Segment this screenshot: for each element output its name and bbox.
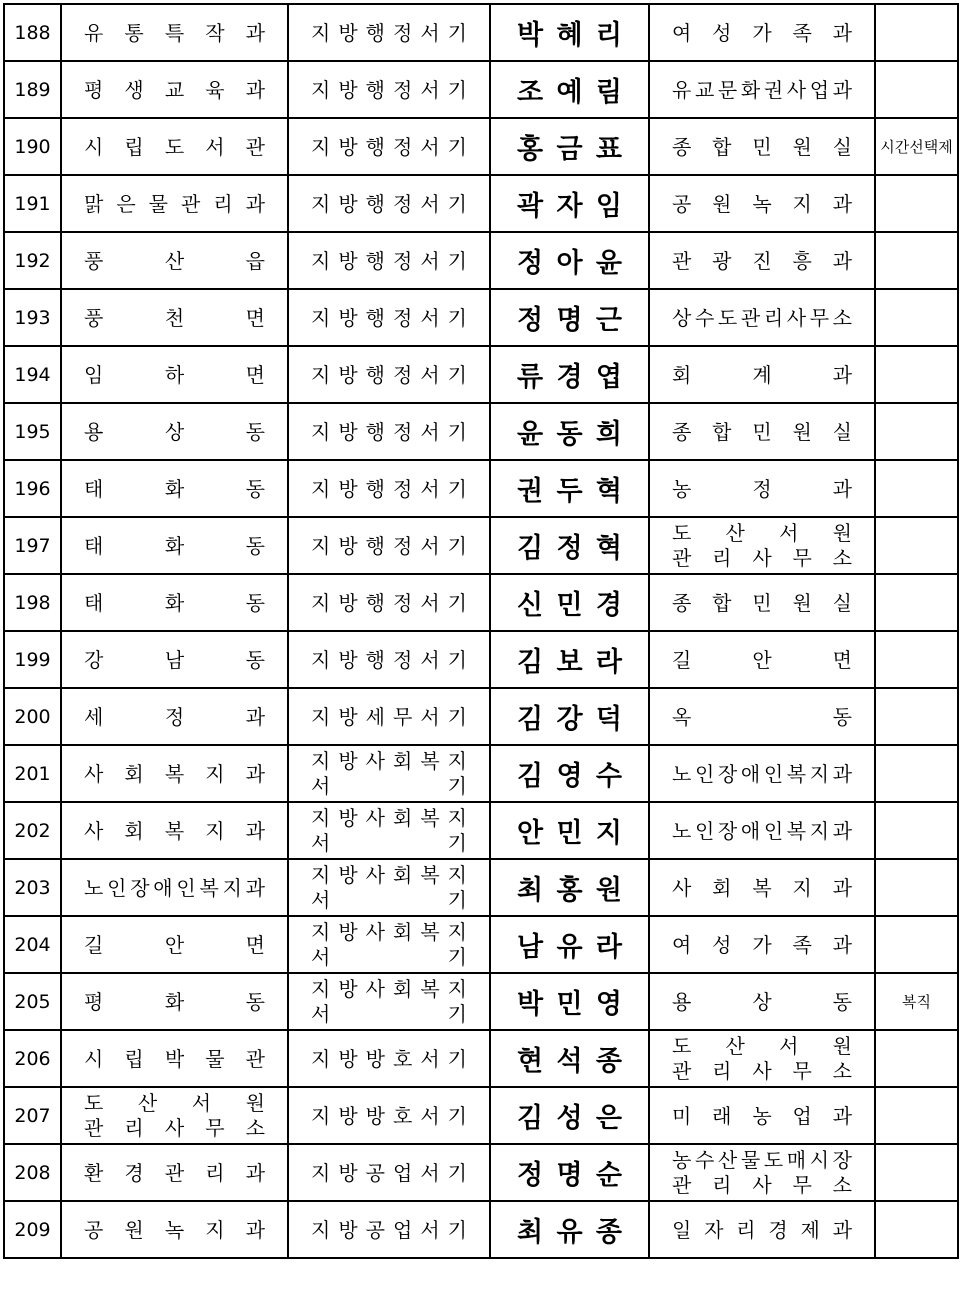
job-grade: 지 방 공 업 서 기: [311, 1217, 467, 1242]
job-grade: 지 방 방 호 서 기: [311, 1103, 467, 1128]
remarks-cell: [875, 1144, 958, 1201]
employee-name: 정 명 근: [517, 305, 622, 336]
current-department: 태 화 동: [84, 590, 265, 615]
new-department-line-2: 관 리 사 무 소: [672, 1172, 852, 1197]
new-department: 노 인 장 애 인 복 지 과: [672, 818, 852, 843]
table-row: [4, 403, 958, 460]
row-number: 202: [4, 802, 61, 859]
current-department: 강 남 동: [84, 647, 265, 672]
remarks-cell: [875, 859, 958, 916]
new-department-cell: [649, 175, 875, 232]
current-department: 시 립 박 물 관: [84, 1046, 265, 1071]
job-grade-cell: [288, 118, 490, 175]
job-grade-cell: [288, 745, 490, 802]
remarks-cell: [875, 745, 958, 802]
current-department: 유 통 특 작 과: [84, 20, 265, 45]
employee-name-cell: [490, 517, 649, 574]
job-grade: 지 방 행 정 서 기: [311, 476, 467, 501]
employee-name-cell: [490, 916, 649, 973]
employee-name-cell: [490, 1201, 649, 1258]
new-department-cell: [649, 916, 875, 973]
job-grade-cell: [288, 61, 490, 118]
current-department-cell: [61, 973, 288, 1030]
employee-name: 김 강 덕: [517, 704, 622, 735]
employee-name: 류 경 엽: [517, 362, 622, 393]
new-department: 사 회 복 지 과: [672, 875, 852, 900]
job-grade-cell: [288, 1201, 490, 1258]
employee-name: 곽 자 임: [517, 191, 622, 222]
job-grade: 지 방 행 정 서 기: [311, 533, 467, 558]
table-row: [4, 802, 958, 859]
job-grade: 지 방 세 무 서 기: [311, 704, 467, 729]
job-grade: 지 방 행 정 서 기: [311, 305, 467, 330]
job-grade-line-2: 서 기: [311, 887, 467, 912]
current-department: 노 인 장 애 인 복 지 과: [84, 875, 265, 900]
new-department: 여 성 가 족 과: [672, 20, 852, 45]
employee-name: 현 석 종: [517, 1046, 622, 1077]
row-number: 199: [4, 631, 61, 688]
table-row: [4, 574, 958, 631]
current-department-line-2: 관 리 사 무 소: [84, 1115, 265, 1140]
table-row: [4, 745, 958, 802]
job-grade-line-1: 지 방 사 회 복 지: [311, 919, 467, 944]
table-row: [4, 118, 958, 175]
new-department: 옥 동: [672, 704, 852, 729]
job-grade-cell: [288, 460, 490, 517]
remarks-cell: [875, 232, 958, 289]
current-department: 풍 산 읍: [84, 248, 265, 273]
current-department-cell: [61, 688, 288, 745]
employee-name-cell: [490, 460, 649, 517]
table-row: [4, 973, 958, 1030]
roster-body: [4, 4, 958, 1258]
employee-name-cell: [490, 859, 649, 916]
remarks-cell: 복직: [875, 973, 958, 1030]
job-grade-cell: [288, 1087, 490, 1144]
current-department-cell: [61, 574, 288, 631]
job-grade-cell: [288, 688, 490, 745]
employee-name-cell: [490, 175, 649, 232]
new-department-cell: [649, 1030, 875, 1087]
job-grade-cell: [288, 289, 490, 346]
job-grade-line-2: 서 기: [311, 1001, 467, 1026]
current-department: 사 회 복 지 과: [84, 818, 265, 843]
row-number: 208: [4, 1144, 61, 1201]
job-grade-cell: [288, 403, 490, 460]
employee-name: 윤 동 희: [517, 419, 622, 450]
job-grade-cell: [288, 802, 490, 859]
row-number: 188: [4, 4, 61, 61]
remarks-cell: [875, 1201, 958, 1258]
job-grade-line-2: 서 기: [311, 944, 467, 969]
current-department-cell: [61, 916, 288, 973]
employee-name-cell: [490, 973, 649, 1030]
table-row: [4, 517, 958, 574]
table-row: [4, 1201, 958, 1258]
current-department: 시 립 도 서 관: [84, 134, 265, 159]
table-row: [4, 460, 958, 517]
row-number: 204: [4, 916, 61, 973]
new-department: 관 광 진 흥 과: [672, 248, 852, 273]
current-department: 평 생 교 육 과: [84, 77, 265, 102]
table-row: [4, 346, 958, 403]
new-department: 길 안 면: [672, 647, 852, 672]
current-department: 풍 천 면: [84, 305, 265, 330]
row-number: 209: [4, 1201, 61, 1258]
current-department-cell: [61, 460, 288, 517]
new-department-line-1: 농 수 산 물 도 매 시 장: [672, 1147, 852, 1172]
current-department: 길 안 면: [84, 932, 265, 957]
current-department-cell: [61, 1030, 288, 1087]
table-row: [4, 289, 958, 346]
job-grade-cell: [288, 1030, 490, 1087]
row-number: 193: [4, 289, 61, 346]
table-row: [4, 688, 958, 745]
remarks-cell: [875, 4, 958, 61]
new-department: 일 자 리 경 제 과: [672, 1217, 852, 1242]
employee-name: 최 유 종: [517, 1217, 622, 1248]
table-row: [4, 859, 958, 916]
new-department: 종 합 민 원 실: [672, 419, 852, 444]
job-grade: 지 방 행 정 서 기: [311, 248, 467, 273]
row-number: 192: [4, 232, 61, 289]
current-department: 세 정 과: [84, 704, 265, 729]
job-grade-line-1: 지 방 사 회 복 지: [311, 748, 467, 773]
row-number: 191: [4, 175, 61, 232]
remarks-cell: [875, 517, 958, 574]
employee-name: 남 유 라: [517, 932, 622, 963]
new-department-cell: [649, 631, 875, 688]
table-row: [4, 1144, 958, 1201]
new-department: 종 합 민 원 실: [672, 590, 852, 615]
job-grade: 지 방 행 정 서 기: [311, 134, 467, 159]
new-department-cell: [649, 688, 875, 745]
new-department-cell: [649, 232, 875, 289]
current-department: 평 화 동: [84, 989, 265, 1014]
job-grade-cell: [288, 916, 490, 973]
current-department: 환 경 관 리 과: [84, 1160, 265, 1185]
current-department: 임 하 면: [84, 362, 265, 387]
job-grade-cell: [288, 859, 490, 916]
remarks-cell: [875, 574, 958, 631]
table-row: [4, 916, 958, 973]
table-row: [4, 631, 958, 688]
employee-name: 박 민 영: [517, 989, 622, 1020]
row-number: 205: [4, 973, 61, 1030]
row-number: 196: [4, 460, 61, 517]
remarks-cell: 시간선택제: [875, 118, 958, 175]
new-department-cell: [649, 1144, 875, 1201]
new-department-cell: [649, 1201, 875, 1258]
employee-name: 홍 금 표: [517, 134, 622, 165]
row-number: 200: [4, 688, 61, 745]
job-grade-line-1: 지 방 사 회 복 지: [311, 976, 467, 1001]
row-number: 206: [4, 1030, 61, 1087]
employee-name: 김 보 라: [517, 647, 622, 678]
new-department: 회 계 과: [672, 362, 852, 387]
employee-name: 최 홍 원: [517, 875, 622, 906]
job-grade-cell: [288, 232, 490, 289]
current-department-line-1: 도 산 서 원: [84, 1090, 265, 1115]
employee-name-cell: [490, 1030, 649, 1087]
new-department-cell: [649, 973, 875, 1030]
remarks-cell: [875, 1030, 958, 1087]
job-grade: 지 방 행 정 서 기: [311, 362, 467, 387]
job-grade-line-1: 지 방 사 회 복 지: [311, 862, 467, 887]
new-department-line-1: 도 산 서 원: [672, 1033, 852, 1058]
current-department-cell: [61, 4, 288, 61]
current-department: 맑 은 물 관 리 과: [84, 191, 265, 216]
remarks-cell: [875, 460, 958, 517]
employee-name-cell: [490, 289, 649, 346]
new-department-line-2: 관 리 사 무 소: [672, 1058, 852, 1083]
employee-name: 신 민 경: [517, 590, 622, 621]
new-department: 공 원 녹 지 과: [672, 191, 852, 216]
new-department: 농 정 과: [672, 476, 852, 501]
new-department: 여 성 가 족 과: [672, 932, 852, 957]
employee-name-cell: [490, 4, 649, 61]
employee-name: 정 명 순: [517, 1160, 622, 1191]
new-department-cell: [649, 1087, 875, 1144]
current-department: 용 상 동: [84, 419, 265, 444]
employee-name: 김 성 은: [517, 1103, 622, 1134]
job-grade: 지 방 행 정 서 기: [311, 590, 467, 615]
current-department-cell: [61, 175, 288, 232]
current-department-cell: [61, 61, 288, 118]
current-department-cell: [61, 1087, 288, 1144]
new-department-cell: [649, 61, 875, 118]
row-number: 198: [4, 574, 61, 631]
remarks-cell: [875, 346, 958, 403]
current-department-cell: [61, 1201, 288, 1258]
current-department: 태 화 동: [84, 533, 265, 558]
new-department-cell: [649, 802, 875, 859]
job-grade-cell: [288, 346, 490, 403]
new-department-cell: [649, 745, 875, 802]
current-department: 태 화 동: [84, 476, 265, 501]
remarks-cell: [875, 688, 958, 745]
job-grade-cell: [288, 4, 490, 61]
current-department-cell: [61, 118, 288, 175]
remarks-cell: [875, 916, 958, 973]
row-number: 207: [4, 1087, 61, 1144]
table-row: [4, 1087, 958, 1144]
employee-name-cell: [490, 802, 649, 859]
employee-name-cell: [490, 61, 649, 118]
row-number: 194: [4, 346, 61, 403]
employee-name-cell: [490, 346, 649, 403]
new-department-cell: [649, 4, 875, 61]
row-number: 197: [4, 517, 61, 574]
remarks-cell: [875, 175, 958, 232]
new-department-cell: [649, 346, 875, 403]
employee-name: 김 정 혁: [517, 533, 622, 564]
remarks-cell: [875, 631, 958, 688]
job-grade: 지 방 행 정 서 기: [311, 647, 467, 672]
employee-name: 권 두 혁: [517, 476, 622, 507]
employee-name: 정 아 윤: [517, 248, 622, 279]
job-grade-line-2: 서 기: [311, 830, 467, 855]
row-number: 201: [4, 745, 61, 802]
job-grade-cell: [288, 517, 490, 574]
new-department-cell: [649, 403, 875, 460]
employee-name-cell: [490, 118, 649, 175]
current-department: 사 회 복 지 과: [84, 761, 265, 786]
employee-name-cell: [490, 574, 649, 631]
remarks-cell: [875, 289, 958, 346]
remarks-cell: [875, 403, 958, 460]
current-department: 공 원 녹 지 과: [84, 1217, 265, 1242]
new-department-line-2: 관 리 사 무 소: [672, 545, 852, 570]
table-row: [4, 232, 958, 289]
job-grade-cell: [288, 175, 490, 232]
job-grade: 지 방 방 호 서 기: [311, 1046, 467, 1071]
current-department-cell: [61, 1144, 288, 1201]
current-department-cell: [61, 859, 288, 916]
employee-name-cell: [490, 688, 649, 745]
new-department-cell: [649, 574, 875, 631]
job-grade: 지 방 행 정 서 기: [311, 77, 467, 102]
row-number: 195: [4, 403, 61, 460]
job-grade: 지 방 행 정 서 기: [311, 20, 467, 45]
employee-name: 조 예 림: [517, 77, 622, 108]
current-department-cell: [61, 232, 288, 289]
new-department: 종 합 민 원 실: [672, 134, 852, 159]
table-row: [4, 1030, 958, 1087]
job-grade-cell: [288, 1144, 490, 1201]
transfer-roster-table: [3, 3, 959, 1259]
current-department-cell: [61, 745, 288, 802]
job-grade: 지 방 행 정 서 기: [311, 419, 467, 444]
remarks-cell: [875, 1087, 958, 1144]
new-department: 유 교 문 화 권 사 업 과: [672, 77, 852, 102]
row-number: 190: [4, 118, 61, 175]
new-department-cell: [649, 859, 875, 916]
current-department-cell: [61, 631, 288, 688]
new-department-line-1: 도 산 서 원: [672, 520, 852, 545]
new-department: 노 인 장 애 인 복 지 과: [672, 761, 852, 786]
job-grade-cell: [288, 973, 490, 1030]
new-department: 용 상 동: [672, 989, 852, 1014]
employee-name-cell: [490, 1144, 649, 1201]
current-department-cell: [61, 403, 288, 460]
job-grade-cell: [288, 631, 490, 688]
employee-name-cell: [490, 232, 649, 289]
current-department-cell: [61, 517, 288, 574]
new-department: 상 수 도 관 리 사 무 소: [672, 305, 852, 330]
employee-name-cell: [490, 403, 649, 460]
job-grade: 지 방 행 정 서 기: [311, 191, 467, 216]
new-department-cell: [649, 289, 875, 346]
current-department-cell: [61, 802, 288, 859]
employee-name: 박 혜 리: [517, 20, 622, 51]
row-number: 189: [4, 61, 61, 118]
new-department-cell: [649, 517, 875, 574]
job-grade: 지 방 공 업 서 기: [311, 1160, 467, 1185]
current-department-cell: [61, 346, 288, 403]
remarks-cell: [875, 802, 958, 859]
employee-name: 안 민 지: [517, 818, 622, 849]
employee-name-cell: [490, 745, 649, 802]
employee-name-cell: [490, 1087, 649, 1144]
job-grade-line-2: 서 기: [311, 773, 467, 798]
employee-name-cell: [490, 631, 649, 688]
job-grade-line-1: 지 방 사 회 복 지: [311, 805, 467, 830]
current-department-cell: [61, 289, 288, 346]
table-row: [4, 61, 958, 118]
table-row: [4, 4, 958, 61]
employee-name: 김 영 수: [517, 761, 622, 792]
job-grade-cell: [288, 574, 490, 631]
new-department-cell: [649, 118, 875, 175]
row-number: 203: [4, 859, 61, 916]
table-row: [4, 175, 958, 232]
remarks-cell: [875, 61, 958, 118]
new-department-cell: [649, 460, 875, 517]
new-department: 미 래 농 업 과: [672, 1103, 852, 1128]
